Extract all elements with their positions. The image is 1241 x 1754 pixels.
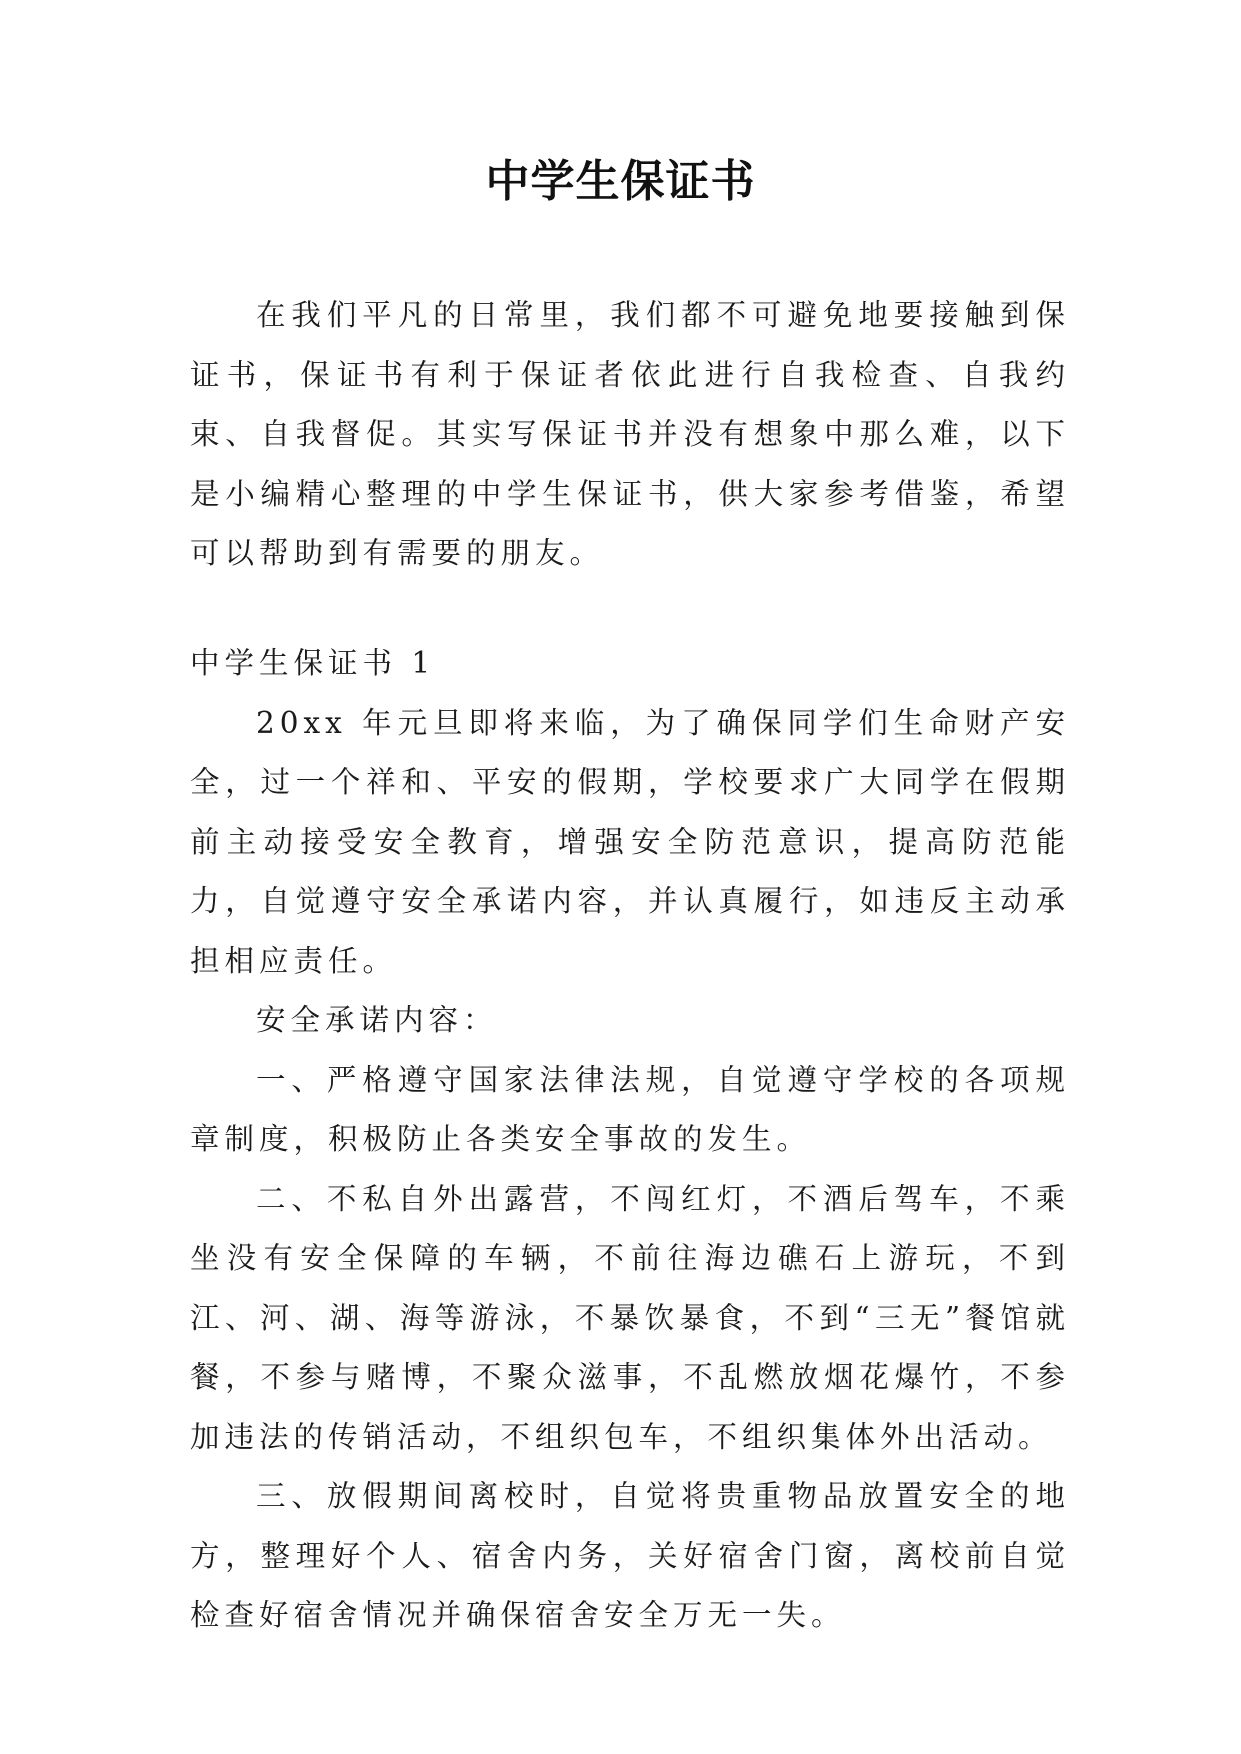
paragraph-3: 一、严格遵守国家法律法规，自觉遵守学校的各项规章制度，积极防止各类安全事故的发生。: [190, 1062, 1070, 1156]
document-title: 中学生保证书: [485, 156, 756, 207]
intro-section: [190, 286, 1070, 584]
paragraph-5: 三、放假期间离校时，自觉将贵重物品放置安全的地方，整理好个人、宿舍内务，关好宿舍门窗，离校前自觉检查好宿舍情况并确保宿舍安全万无一失。: [190, 1479, 1070, 1632]
main-section: [190, 634, 1070, 1646]
paragraph-4: 二、不私自外出露营，不闯红灯，不酒后驾车，不乘坐没有安全保障的车辆，不前往海边礁石上游玩，不到江、河、湖、海等游泳，不暴饮暴食，不到“三无”餐馆就餐，不参与赌博，不聚众滋事，不乱燃放烟花爆竹，不参加违法的传销活动，不组织包车，不组织集体外出活动。: [190, 1181, 1070, 1454]
section-heading: 中学生保证书 1: [190, 646, 436, 680]
paragraph-1: 20xx 年元旦即将来临，为了确保同学们生命财产安全，过一个祥和、平安的假期，学校要求广大同学在假期前主动接受安全教育，增强安全防范意识，提高防范能力，自觉遵守安全承诺内容，并认真履行，如违反主动承担相应责任。: [190, 705, 1070, 978]
intro-paragraph: 在我们平凡的日常里，我们都不可避免地要接触到保证书，保证书有利于保证者依此进行自我检查、自我约束、自我督促。其实写保证书并没有想象中那么难，以下是小编精心整理的中学生保证书，供大家参考借鉴，希望可以帮助到有需要的朋友。: [190, 298, 1070, 570]
paragraph-2: 安全承诺内容：: [256, 1003, 498, 1037]
